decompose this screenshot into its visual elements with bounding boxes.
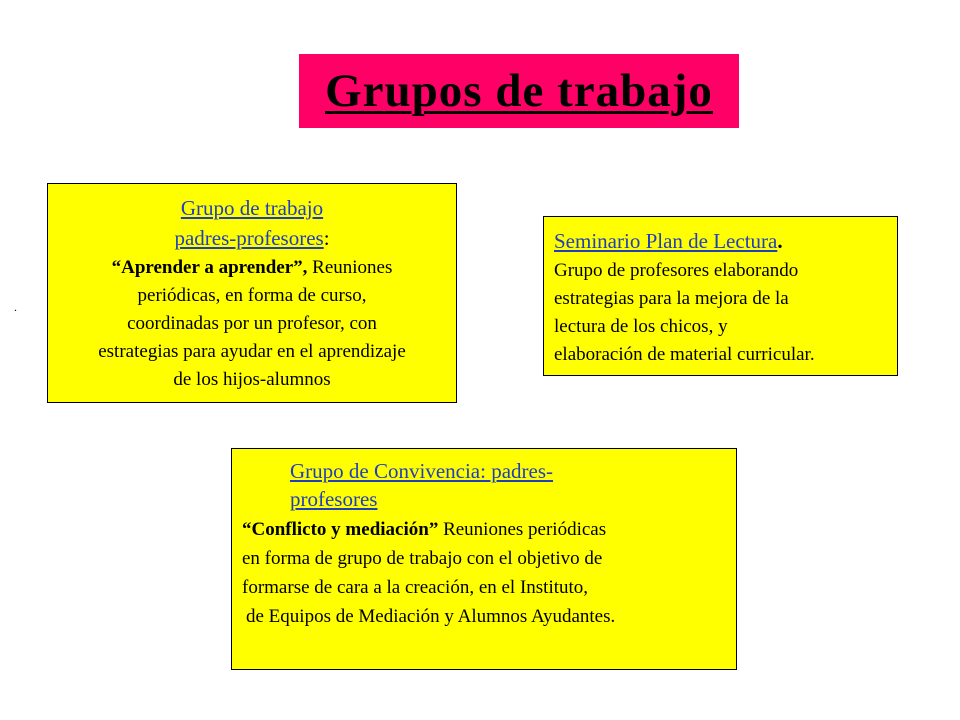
card-text-line: en forma de grupo de trabajo con el objetivo de xyxy=(242,548,603,569)
card-text-line: coordinadas por un profesor, con xyxy=(127,313,377,334)
heading-colon: : xyxy=(323,226,330,250)
card-heading: Grupo de trabajo xyxy=(180,196,324,220)
card-text-line: lectura de los chicos, y xyxy=(554,316,728,337)
card-text-line: elaboración de material curricular. xyxy=(554,344,815,365)
card-text-line: formarse de cara a la creación, en el Instituto, xyxy=(242,577,589,598)
quoted-title: “Conflicto y mediación” xyxy=(242,519,439,540)
card-text-line: estrategias para ayudar en el aprendizaje xyxy=(98,341,406,362)
card-text-line xyxy=(242,515,728,544)
card-heading-line xyxy=(554,227,889,257)
parents-teachers-group-card xyxy=(47,183,457,403)
stray-dot: . xyxy=(14,300,17,314)
card-text: Reuniones periódicas xyxy=(438,519,607,540)
heading-dot: . xyxy=(777,229,783,253)
slide-title: Grupos de trabajo xyxy=(325,65,713,117)
card-heading: profesores xyxy=(290,487,378,511)
card-heading-line xyxy=(48,224,456,254)
card-heading-block xyxy=(242,457,728,513)
coexistence-group-card xyxy=(231,448,737,670)
card-text-line: Grupo de profesores elaborando xyxy=(554,260,799,281)
card-text: Reuniones xyxy=(307,257,393,278)
card-heading-line xyxy=(48,194,456,224)
card-text-line xyxy=(48,254,456,282)
card-text-line: de los hijos-alumnos xyxy=(173,369,331,390)
reading-plan-seminar-card xyxy=(543,216,898,376)
card-text-line: periódicas, en forma de curso, xyxy=(137,285,367,306)
card-text-line: de Equipos de Mediación y Alumnos Ayudantes. xyxy=(246,606,616,627)
slide-title-box xyxy=(299,54,739,128)
card-heading: Grupo de Convivencia: padres- xyxy=(290,459,554,483)
card-text-line: estrategias para la mejora de la xyxy=(554,288,789,309)
quoted-title: “Aprender a aprender”, xyxy=(111,257,308,278)
card-heading: padres-profesores xyxy=(174,226,324,250)
card-heading: Seminario Plan de Lectura xyxy=(554,229,778,253)
